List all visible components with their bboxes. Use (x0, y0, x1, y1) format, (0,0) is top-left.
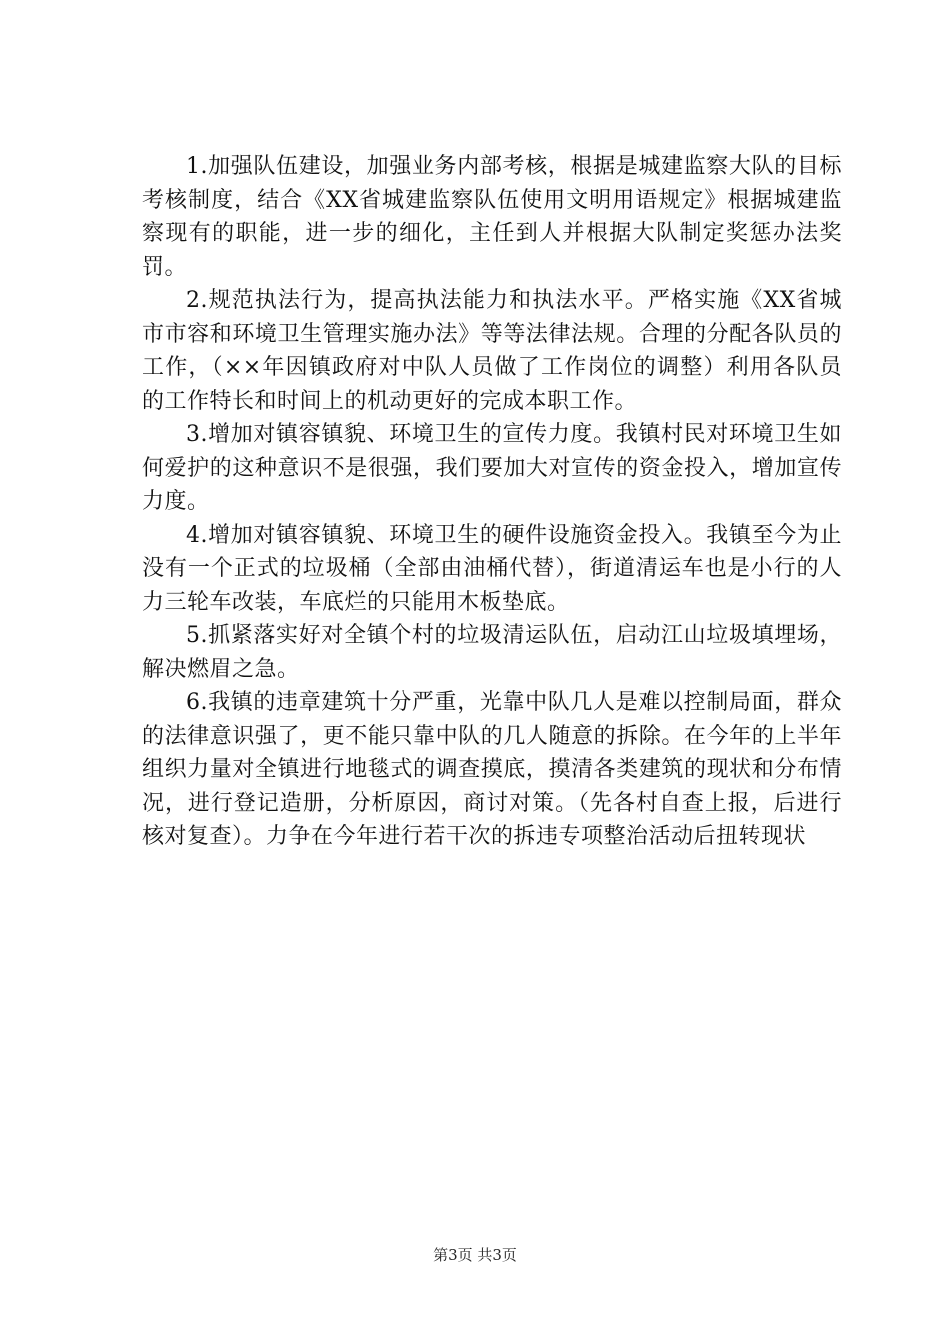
paragraph-3: 3.增加对镇容镇貌、环境卫生的宣传力度。我镇村民对环境卫生如何爱护的这种意识不是很强，我们要加大对宣传的资金投入，增加宣传力度。 (142, 422, 842, 514)
paragraph-6: 6.我镇的违章建筑十分严重，光靠中队几人是难以控制局面，群众的法律意识强了，更不能只靠中队的几人随意的拆除。在今年的上半年组织力量对全镇进行地毯式的调查摸底，摸清各类建筑的现状和分布情况，进行登记造册，分析原因，商讨对策。（先各村自查上报，后进行核对复查）。力争在今年进行若干次的拆违专项整治活动后扭转现状 (142, 690, 842, 849)
paragraph-4: 4.增加对镇容镇貌、环境卫生的硬件设施资金投入。我镇至今为止没有一个正式的垃圾桶（全部由油桶代替），街道清运车也是小行的人力三轮车改装，车底烂的只能用木板垫底。 (142, 522, 842, 615)
document-body (142, 150, 842, 854)
paragraph-2: 2.规范执法行为，提高执法能力和执法水平。严格实施《XX省城市市容和环境卫生管理实施办法》等等法律法规。合理的分配各队员的工作，（××年因镇政府对中队人员做了工作岗位的调整）利用各队员的工作特长和时间上的机动更好的完成本职工作。 (142, 288, 842, 414)
paragraph-1: 1.加强队伍建设，加强业务内部考核，根据是城建监察大队的目标考核制度，结合《XX省城建监察队伍使用文明用语规定》根据城建监察现有的职能，进一步的细化，主任到人并根据大队制定奖惩办法奖罚。 (142, 154, 842, 280)
paragraph-5: 5.抓紧落实好对全镇个村的垃圾清运队伍，启动江山垃圾填埋场，解决燃眉之急。 (142, 623, 842, 682)
page-number-footer: 第3页 共3页 (433, 1246, 517, 1264)
